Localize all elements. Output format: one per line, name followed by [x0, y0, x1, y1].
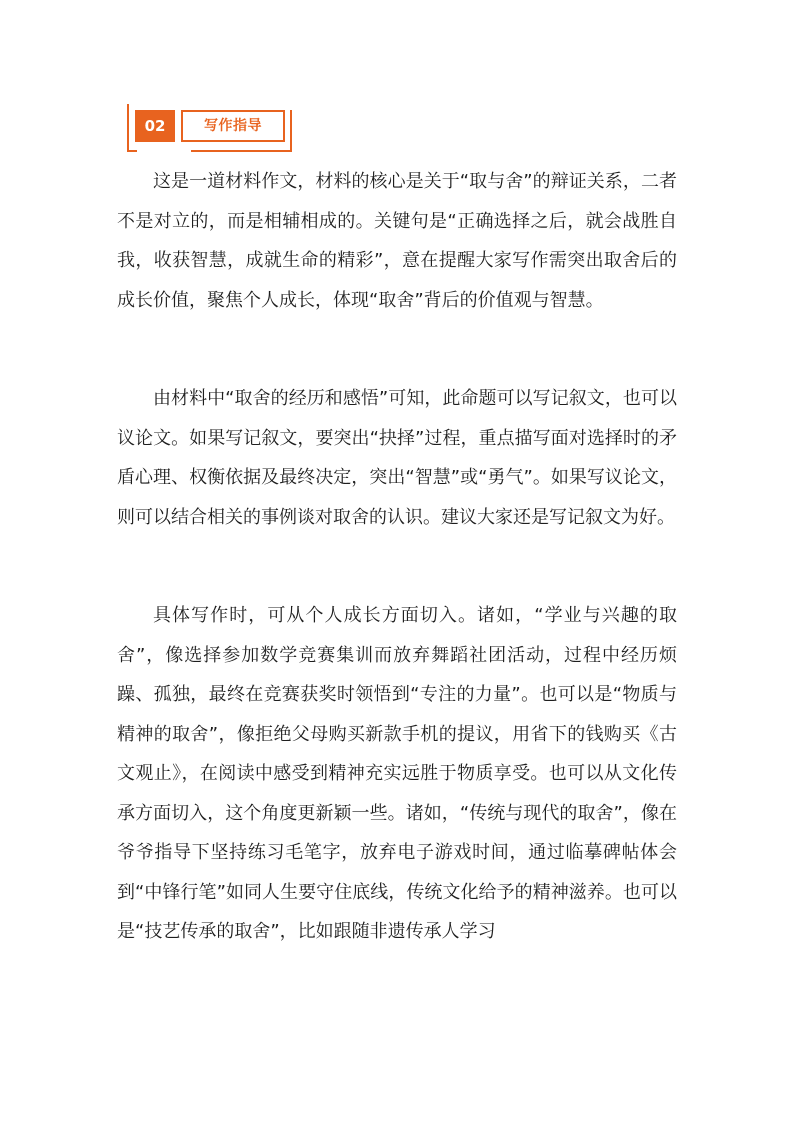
paragraph-gap: [117, 320, 677, 379]
paragraph-analysis: 这是一道材料作文，材料的核心是关于“取与舍”的辩证关系，二者不是对立的，而是相辅相成的。关键句是“正确选择之后，就会战胜自我，收获智慧，成就生命的精彩”，意在提醒大家写作需突出取舍后的成长价值，聚焦个人成长，体现“取舍”背后的价值观与智慧。: [117, 171, 677, 311]
paragraph-genre: 由材料中“取舍的经历和感悟”可知，此命题可以写记叙文，也可以议论文。如果写记叙文，要突出“抉择”过程，重点描写面对选择时的矛盾心理、权衡依据及最终决定，突出“智慧”或“勇气”。如果写议论文，则可以结合相关的事例谈对取舍的认识。建议大家还是写记叙文为好。: [117, 388, 677, 528]
paragraph-examples: 具体写作时，可从个人成长方面切入。诸如，“学业与兴趣的取舍”，像选择参加数学竞赛集训而放弃舞蹈社团活动，过程中经历烦躁、孤独，最终在竞赛获奖时领悟到“专注的力量”。也可以是“物质与精神的取舍”，像拒绝父母购买新款手机的提议，用省下的钱购买《古文观止》，在阅读中感受到精神充实远胜于物质享受。也可以从文化传承方面切入，这个角度更新颖一些。诸如，“传统与现代的取舍”，像在爷爷指导下坚持练习毛笔字，放弃电子游戏时间，通过临摹碑帖体会到“中锋行笔”如同人生要守住底线，传统文化给予的精神滋养。也可以是“技艺传承的取舍”，比如跟随非遗传承人学习: [117, 605, 677, 942]
section-title: 写作指导: [181, 110, 285, 142]
article-body: [117, 162, 677, 952]
section-number: 02: [135, 110, 175, 142]
paragraph-gap: [117, 537, 677, 596]
section-header: [127, 104, 292, 154]
